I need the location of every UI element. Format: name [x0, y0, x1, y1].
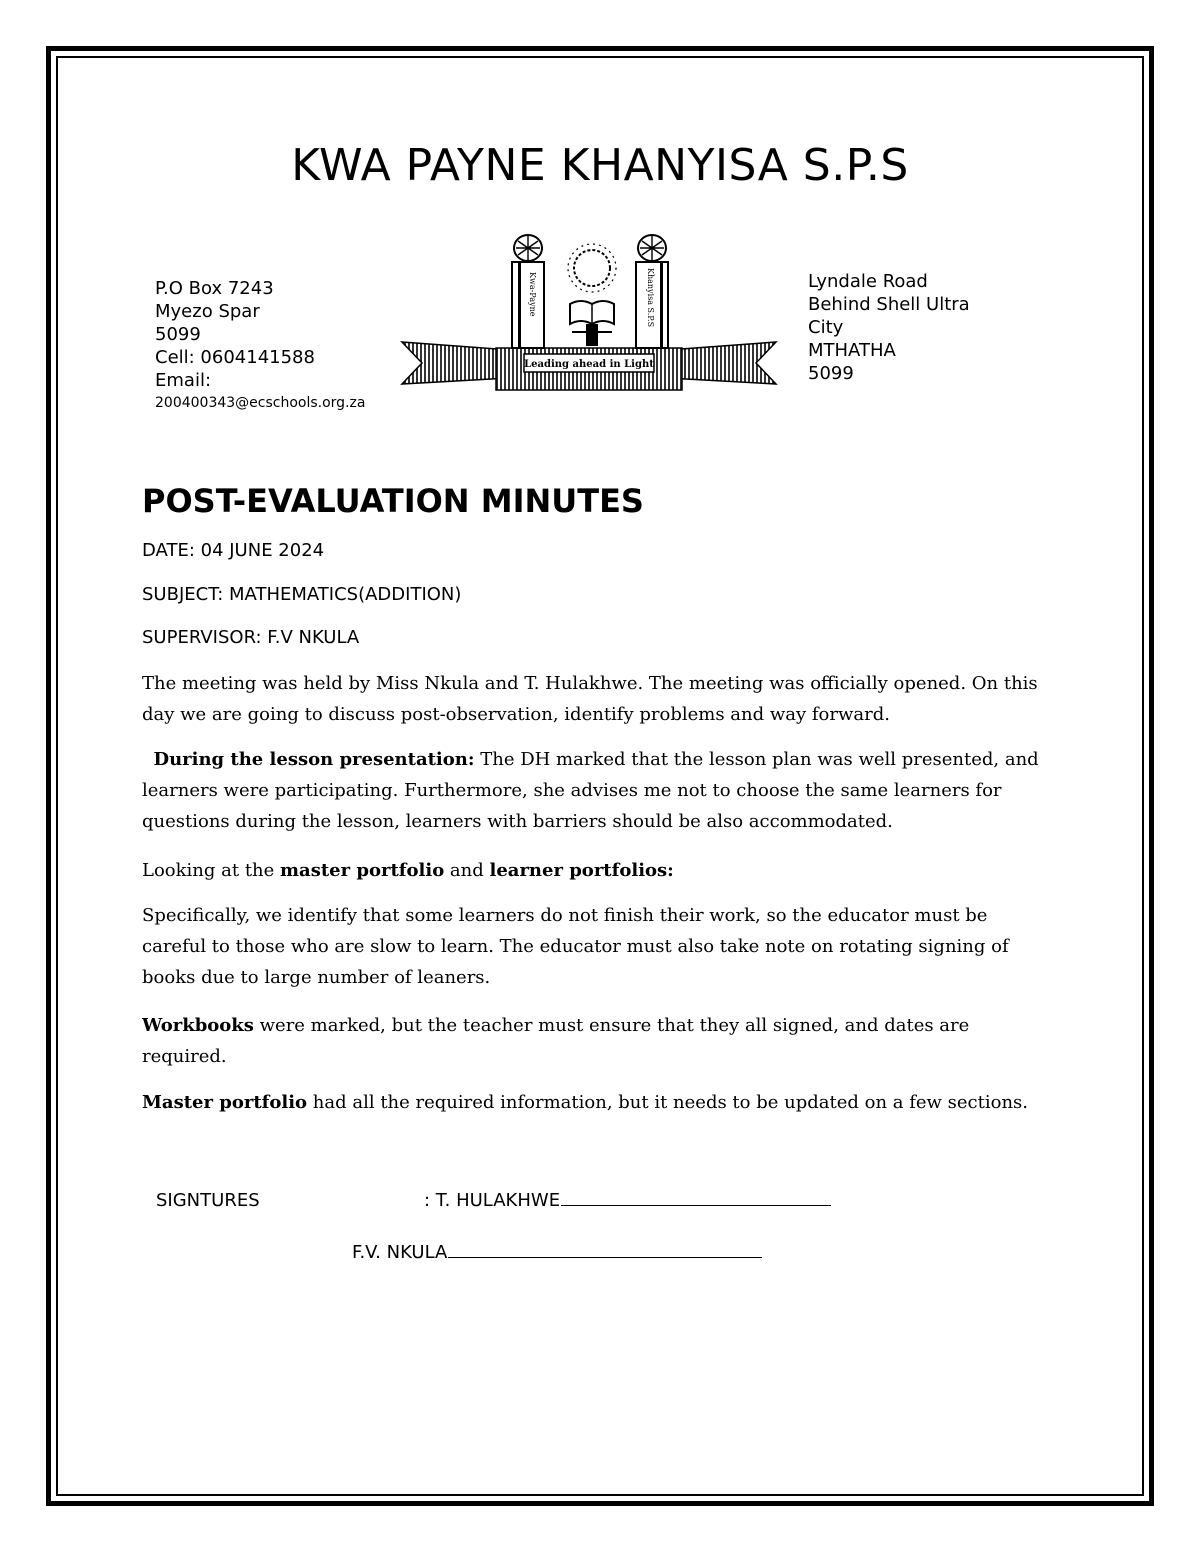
portfolio-prefix: Looking at the: [142, 860, 281, 881]
postal-area: Myezo Spar: [155, 301, 260, 322]
email-address: 200400343@ecschools.org.za: [155, 395, 366, 411]
email-label: Email:: [155, 370, 212, 391]
workbooks-text: were marked, but the teacher must ensure that they all signed, and dates are required.: [142, 1015, 970, 1067]
specific-paragraph: [142, 900, 1057, 993]
landmark: Behind Shell Ultra: [808, 294, 970, 315]
document-title: POST-EVALUATION MINUTES: [142, 482, 644, 520]
signature-hulakhwe-name: : T. HULAKHWE: [424, 1190, 561, 1211]
signature-nkula-name: F.V. NKULA: [352, 1242, 448, 1263]
sun-icon: [568, 244, 616, 292]
lesson-text: The DH marked that the lesson plan was well presented, and learners were participating. Furthermore, she advises me not to choose the same learners for questions during the lesson, learners with barriers should be also accommodated.: [142, 749, 1039, 832]
specific-text: Specifically, we identify that some learners do not finish their work, so the educator must be careful to those who are slow to learn. The educator must also take note on rotating signing of books due to large number of leaners.: [142, 905, 1009, 988]
signature-nkula: [352, 1242, 762, 1263]
date-line: DATE: 04 JUNE 2024: [142, 540, 325, 561]
signature-line: [561, 1204, 831, 1206]
logo-right-pillar-text: Khanyisa S.P.S: [646, 268, 655, 328]
town-code: 5099: [808, 363, 854, 384]
lesson-paragraph: [142, 744, 1057, 837]
signature-hulakhwe: [424, 1190, 831, 1211]
street: Lyndale Road: [808, 271, 928, 292]
school-name: KWA PAYNE KHANYISA S.P.S: [291, 140, 909, 191]
master-bold: Master portfolio: [142, 1092, 308, 1113]
city-label: City: [808, 317, 844, 338]
cell-number: Cell: 0604141588: [155, 347, 315, 368]
master-portfolio-paragraph: [142, 1087, 1057, 1118]
master-text: had all the required information, but it needs to be updated on a few sections.: [307, 1092, 1029, 1113]
workbooks-paragraph: [142, 1010, 1057, 1072]
intro-paragraph: [142, 668, 1057, 730]
postal-code: 5099: [155, 324, 201, 345]
town: MTHATHA: [808, 340, 896, 361]
po-box: P.O Box 7243: [155, 278, 274, 299]
supervisor-line: SUPERVISOR: F.V NKULA: [142, 627, 360, 648]
lesson-heading: During the lesson presentation:: [153, 749, 475, 770]
subject-line: SUBJECT: MATHEMATICS(ADDITION): [142, 584, 462, 605]
logo-left-pillar-text: Kwa-Payne: [528, 272, 537, 317]
portfolio-and: and: [444, 860, 490, 881]
signature-line: [448, 1256, 762, 1258]
physical-address: [808, 270, 970, 385]
book-icon: [570, 301, 614, 346]
intro-text: The meeting was held by Miss Nkula and T. Hulakhwe. The meeting was officially opened. On this day we are going to discuss post-observation, identify problems and way forward.: [142, 673, 1038, 725]
portfolio-bold-learner: learner portfolios:: [489, 860, 674, 881]
portfolio-paragraph: [142, 855, 1057, 886]
logo-motto: Leading ahead in Light: [524, 359, 654, 370]
workbooks-bold: Workbooks: [142, 1015, 254, 1036]
postal-address: [155, 277, 365, 415]
signatures-label: SIGNTURES: [156, 1190, 260, 1211]
school-logo: [400, 232, 778, 392]
portfolio-bold-master: master portfolio: [280, 860, 445, 881]
